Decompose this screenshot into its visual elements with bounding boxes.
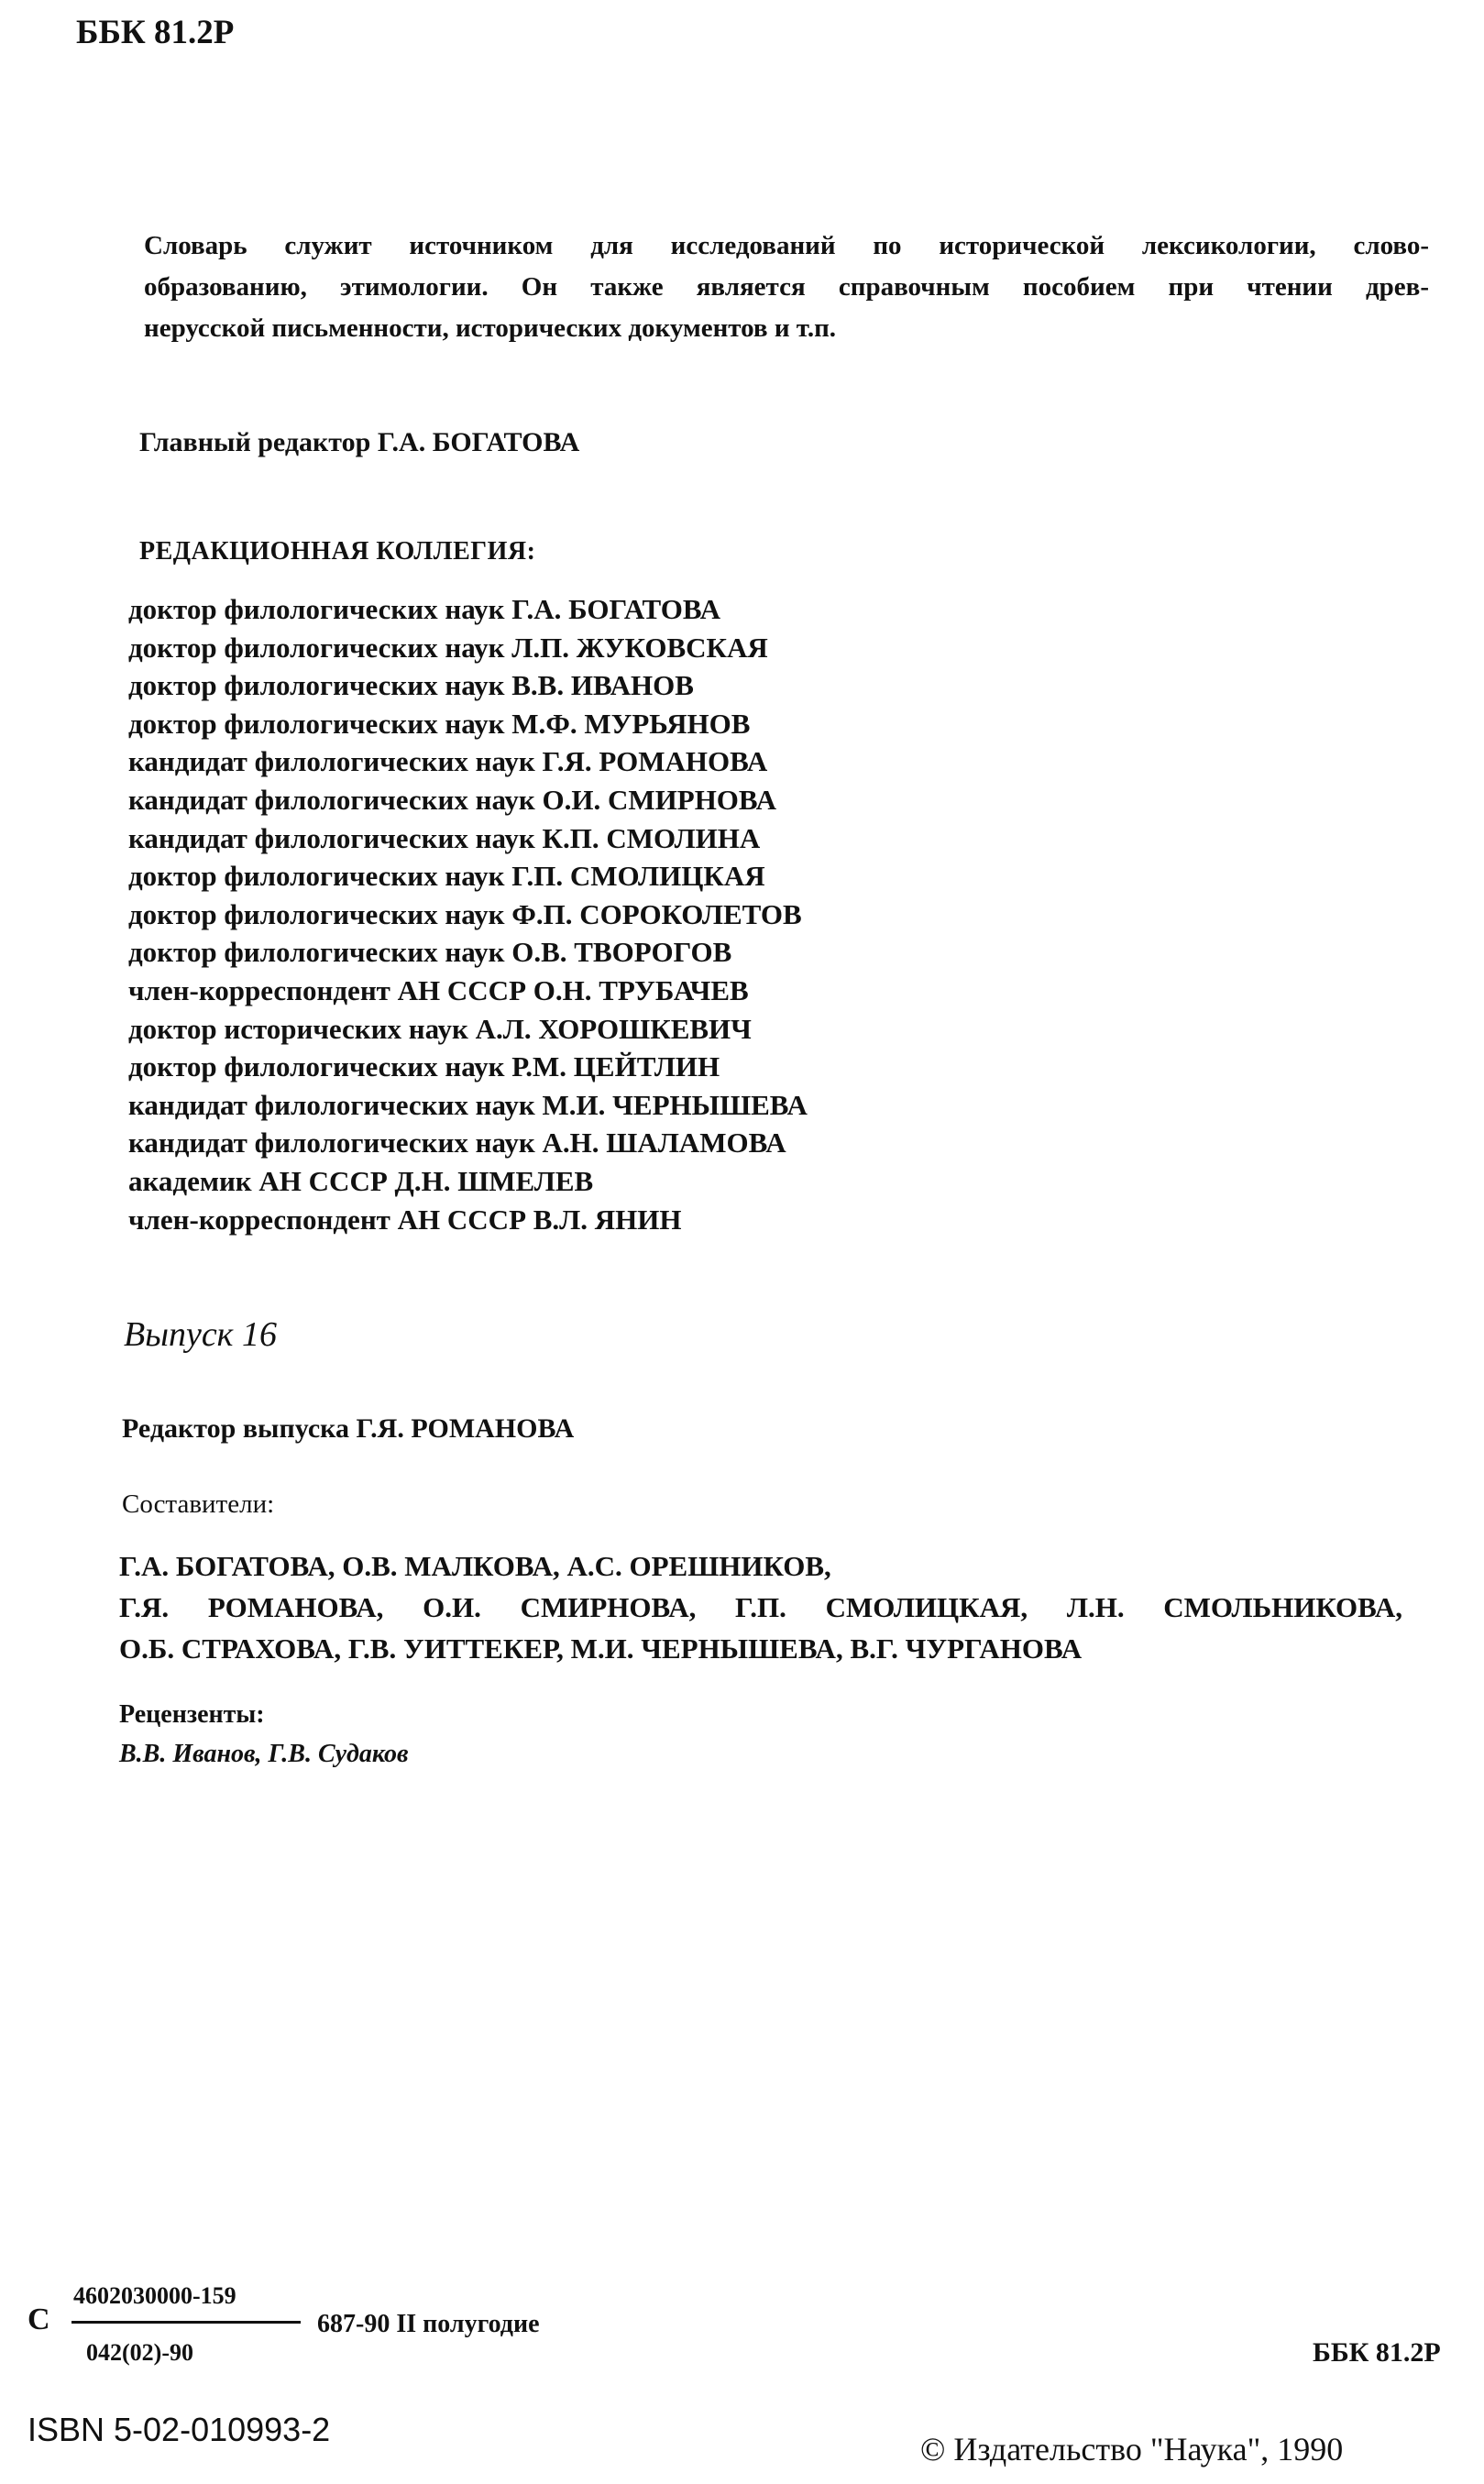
classification-code-top: ББК 81.2Р bbox=[76, 14, 235, 51]
board-member: доктор филологических наук В.В. ИВАНОВ bbox=[128, 669, 694, 702]
index-code-order: 687-90 II полугодие bbox=[317, 2310, 540, 2338]
board-member: член-корреспондент АН СССР О.Н. ТРУБАЧЕВ bbox=[128, 973, 749, 1006]
board-member: доктор филологических наук М.Ф. МУРЬЯНОВ bbox=[128, 707, 751, 740]
board-member: доктор филологических наук Р.М. ЦЕЙТЛИН bbox=[128, 1050, 720, 1083]
board-member: доктор исторических наук А.Л. ХОРОШКЕВИЧ bbox=[128, 1012, 752, 1045]
board-member: доктор филологических наук Л.П. ЖУКОВСКАЯ bbox=[128, 631, 768, 664]
abstract-line: Словарь служит источником для исследований по исторической лексикологии, слово- bbox=[144, 231, 1429, 260]
classification-code-bottom: ББК 81.2Р bbox=[1313, 2337, 1441, 2368]
board-member: доктор филологических наук О.В. ТВОРОГОВ bbox=[128, 936, 732, 969]
issue-number: Выпуск 16 bbox=[124, 1315, 277, 1354]
compilers-line: О.Б. СТРАХОВА, Г.В. УИТТЕКЕР, М.И. ЧЕРНЫШЕВА, В.Г. ЧУРГАНОВА bbox=[119, 1632, 1083, 1665]
abstract-line: нерусской письменности, исторических документов и т.п. bbox=[144, 313, 837, 343]
isbn: ISBN 5-02-010993-2 bbox=[27, 2411, 331, 2448]
reviewers-label: Рецензенты: bbox=[119, 1700, 265, 1729]
fraction-bar bbox=[71, 2321, 301, 2324]
abstract-line: образованию, этимологии. Он также является справочным пособием при чтении древ- bbox=[144, 272, 1429, 302]
chief-editor: Главный редактор Г.А. БОГАТОВА bbox=[139, 427, 580, 457]
editorial-board-list bbox=[128, 590, 808, 1238]
compilers-line: Г.Я. РОМАНОВА, О.И. СМИРНОВА, Г.П. СМОЛИЦКАЯ, Л.Н. СМОЛЬНИКОВА, bbox=[119, 1591, 1402, 1623]
index-code-numerator: 4602030000-159 bbox=[73, 2282, 236, 2309]
board-member: кандидат филологических наук О.И. СМИРНОВА bbox=[128, 783, 777, 816]
board-member: доктор филологических наук Г.П. СМОЛИЦКАЯ bbox=[128, 860, 765, 893]
copyright-notice: © Издательство "Наука", 1990 bbox=[920, 2431, 1344, 2468]
board-member: доктор филологических наук Ф.П. СОРОКОЛЕТОВ bbox=[128, 897, 802, 930]
index-code-letter: С bbox=[27, 2303, 50, 2336]
board-member: кандидат филологических наук К.П. СМОЛИНА bbox=[128, 821, 761, 854]
board-member: кандидат филологических наук Г.Я. РОМАНОВА bbox=[128, 745, 768, 778]
board-member: доктор филологических наук Г.А. БОГАТОВА bbox=[128, 593, 720, 625]
board-member: кандидат филологических наук М.И. ЧЕРНЫШЕВА bbox=[128, 1088, 808, 1121]
board-member: кандидат филологических наук А.Н. ШАЛАМОВА bbox=[128, 1127, 786, 1160]
abstract-paragraph bbox=[144, 225, 1429, 349]
reviewers: В.В. Иванов, Г.В. Судаков bbox=[119, 1740, 409, 1768]
issue-editor: Редактор выпуска Г.Я. РОМАНОВА bbox=[122, 1413, 575, 1444]
editorial-board-heading: РЕДАКЦИОННАЯ КОЛЛЕГИЯ: bbox=[139, 537, 536, 566]
index-code-denominator: 042(02)-90 bbox=[86, 2339, 193, 2366]
compilers-line: Г.А. БОГАТОВА, О.В. МАЛКОВА, А.С. ОРЕШНИКОВ, bbox=[119, 1550, 831, 1582]
board-member: академик АН СССР Д.Н. ШМЕЛЕВ bbox=[128, 1164, 594, 1197]
board-member: член-корреспондент АН СССР В.Л. ЯНИН bbox=[128, 1203, 682, 1236]
compilers-list bbox=[119, 1545, 1402, 1669]
compilers-label: Составители: bbox=[122, 1489, 275, 1519]
